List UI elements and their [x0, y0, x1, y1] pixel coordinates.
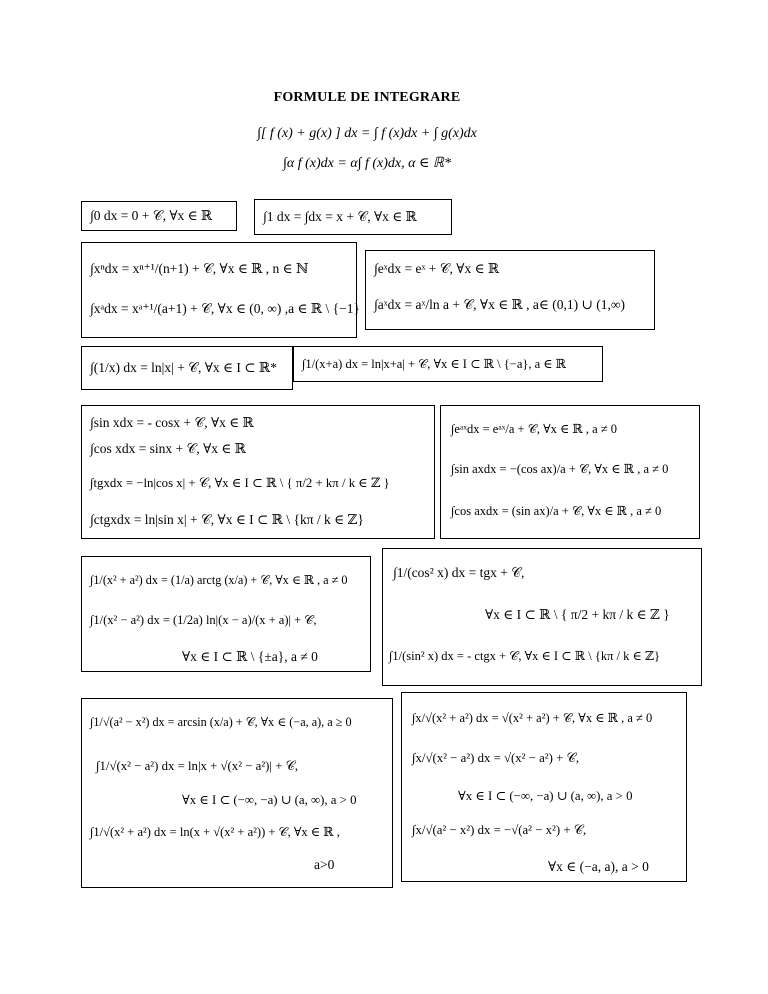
box-trig	[81, 405, 435, 539]
box-exponential	[365, 250, 655, 330]
formula-root-minus: ∫x/√(x² − a²) dx = √(x² − a²) + 𝒞,	[412, 751, 580, 765]
formula-cos-ax: ∫cos axdx = (sin ax)/a + 𝒞, ∀x ∈ ℝ , a ≠ 0	[451, 504, 662, 518]
formula-exp-ax: ∫eᵃˣdx = eᵃˣ/a + 𝒞, ∀x ∈ ℝ , a ≠ 0	[451, 422, 618, 436]
formula-sin: ∫sin xdx = - cosx + 𝒞, ∀x ∈ ℝ	[90, 415, 254, 430]
box-reciprocal-shift	[293, 346, 603, 382]
formula-csc-square: ∫1/(sin² x) dx = - ctgx + 𝒞, ∀x ∈ I ⊂ ℝ \ {kπ / k ∈ ℤ}	[389, 649, 661, 663]
formula-arctg: ∫1/(x² + a²) dx = (1/a) arctg (x/a) + 𝒞, ∀x ∈ ℝ , a ≠ 0	[90, 573, 348, 587]
box-power	[81, 242, 360, 338]
domain-log-ratio: ∀x ∈ I ⊂ ℝ \ {±a}, a ≠ 0	[182, 649, 318, 664]
box-trig-square	[382, 548, 702, 686]
box-rational	[81, 556, 371, 672]
formula-log-root-plus: ∫1/√(x² + a²) dx = ln(x + √(x² + a²)) + 𝒞, ∀x ∈ ℝ ,	[90, 825, 340, 839]
formula-root-plus: ∫x/√(x² + a²) dx = √(x² + a²) + 𝒞, ∀x ∈ ℝ , a ≠ 0	[412, 711, 653, 725]
formula-power-a: ∫xᵃdx = xᵃ⁺¹/(a+1) + 𝒞, ∀x ∈ (0, ∞) ,a ∈ ℝ \ {−1}	[90, 301, 360, 316]
formula-cos: ∫cos xdx = sinx + 𝒞, ∀x ∈ ℝ	[90, 441, 247, 456]
box-constant-one	[254, 199, 452, 235]
domain-root-neg: ∀x ∈ (−a, a), a > 0	[548, 859, 649, 874]
formula-exp-a: ∫aˣdx = aˣ/ln a + 𝒞, ∀x ∈ ℝ , a∈ (0,1) ∪ (1,∞)	[374, 297, 625, 312]
formula-exp-e: ∫eˣdx = eˣ + 𝒞, ∀x ∈ ℝ	[374, 261, 500, 276]
formula-sin-ax: ∫sin axdx = −(cos ax)/a + 𝒞, ∀x ∈ ℝ , a ≠ 0	[451, 462, 669, 476]
formula-ctg: ∫ctgxdx = ln|sin x| + 𝒞, ∀x ∈ I ⊂ ℝ \ {kπ / k ∈ ℤ}	[90, 512, 364, 527]
formula-power-n: ∫xⁿdx = xⁿ⁺¹/(n+1) + 𝒞, ∀x ∈ ℝ , n ∈ ℕ	[90, 261, 309, 276]
formula-sec-square: ∫1/(cos² x) dx = tgx + 𝒞,	[393, 565, 525, 580]
box-radical	[81, 698, 393, 888]
box-linear-argument	[440, 405, 700, 539]
formula-one: ∫1 dx = ∫dx = x + 𝒞, ∀x ∈ ℝ	[263, 209, 417, 224]
box-reciprocal	[81, 346, 293, 390]
formula-log-ratio: ∫1/(x² − a²) dx = (1/2a) ln|(x − a)/(x + a)| + 𝒞,	[90, 613, 317, 627]
box-constant-zero	[81, 201, 237, 231]
page-title: FORMULE DE INTEGRARE	[273, 90, 461, 105]
formula-tg: ∫tgxdx = −ln|cos x| + 𝒞, ∀x ∈ I ⊂ ℝ \ { π/2 + kπ / k ∈ ℤ }	[90, 476, 390, 490]
formula-arcsin: ∫1/√(a² − x²) dx = arcsin (x/a) + 𝒞, ∀x ∈ (−a, a), a ≥ 0	[90, 715, 352, 729]
domain-sec-square: ∀x ∈ I ⊂ ℝ \ { π/2 + kπ / k ∈ ℤ }	[485, 607, 670, 622]
formula-reciprocal: ∫(1/x) dx = ln|x| + 𝒞, ∀x ∈ I ⊂ ℝ*	[90, 360, 277, 375]
constant-rule: ∫α f (x)dx = α∫ f (x)dx, α ∈ ℝ*	[283, 156, 451, 171]
box-radical-x	[401, 692, 687, 882]
domain-root-minus: ∀x ∈ I ⊂ (−∞, −a) ∪ (a, ∞), a > 0	[458, 789, 633, 803]
formula-reciprocal-shift: ∫1/(x+a) dx = ln|x+a| + 𝒞, ∀x ∈ I ⊂ ℝ \ {−a}, a ∈ ℝ	[302, 357, 567, 371]
formula-log-root-minus: ∫1/√(x² − a²) dx = ln|x + √(x² − a²)| + 𝒞,	[96, 759, 299, 773]
formula-root-neg: ∫x/√(a² − x²) dx = −√(a² − x²) + 𝒞,	[412, 823, 587, 837]
condition-log-root-plus: a>0	[314, 857, 335, 872]
formula-zero: ∫0 dx = 0 + 𝒞, ∀x ∈ ℝ	[90, 208, 213, 223]
domain-log-root-minus: ∀x ∈ I ⊂ (−∞, −a) ∪ (a, ∞), a > 0	[182, 793, 357, 807]
linearity-rule: ∫[ f (x) + g(x) ] dx = ∫ f (x)dx + ∫ g(x)dx	[257, 126, 477, 141]
